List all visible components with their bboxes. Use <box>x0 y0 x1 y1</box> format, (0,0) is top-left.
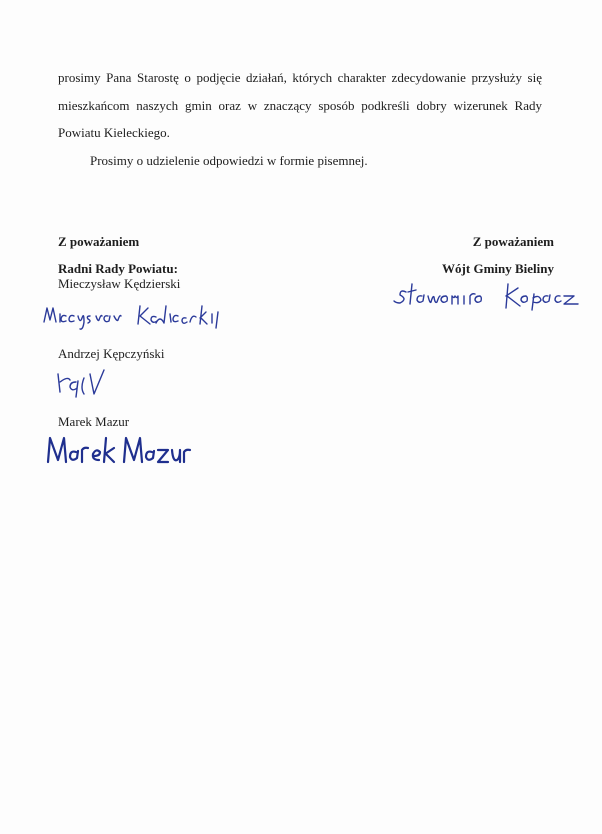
left-greeting: Z poważaniem <box>58 234 140 249</box>
right-title: Wójt Gminy Bieliny <box>442 261 554 276</box>
right-signatory-block <box>400 228 554 282</box>
left-signatory-block <box>58 228 178 282</box>
signer-name-2: Andrzej Kępczyński <box>58 346 165 361</box>
letter-paragraph-2: Prosimy o udzielenie odpowiedzi w formie pisemnej. <box>90 153 368 168</box>
signature-kedzierski <box>40 298 250 332</box>
right-greeting: Z poważaniem <box>472 234 554 249</box>
signature-kopacz <box>396 278 586 314</box>
signer-name-1: Mieczysław Kędzierski <box>58 276 181 291</box>
signer-name-3: Marek Mazur <box>58 414 130 429</box>
left-group-title: Radni Rady Powiatu: <box>58 261 178 276</box>
signature-kepczynski <box>52 364 112 404</box>
signature-mazur <box>44 430 194 470</box>
letter-paragraph-1: prosimy Pana Starostę o podjęcie działań, których charakter zdecydowanie przysłuży się mieszkańcom naszych gmin oraz w znaczący sposób podkreśli dobry wizerunek Rady Powiatu Kieleckiego. <box>58 70 542 140</box>
